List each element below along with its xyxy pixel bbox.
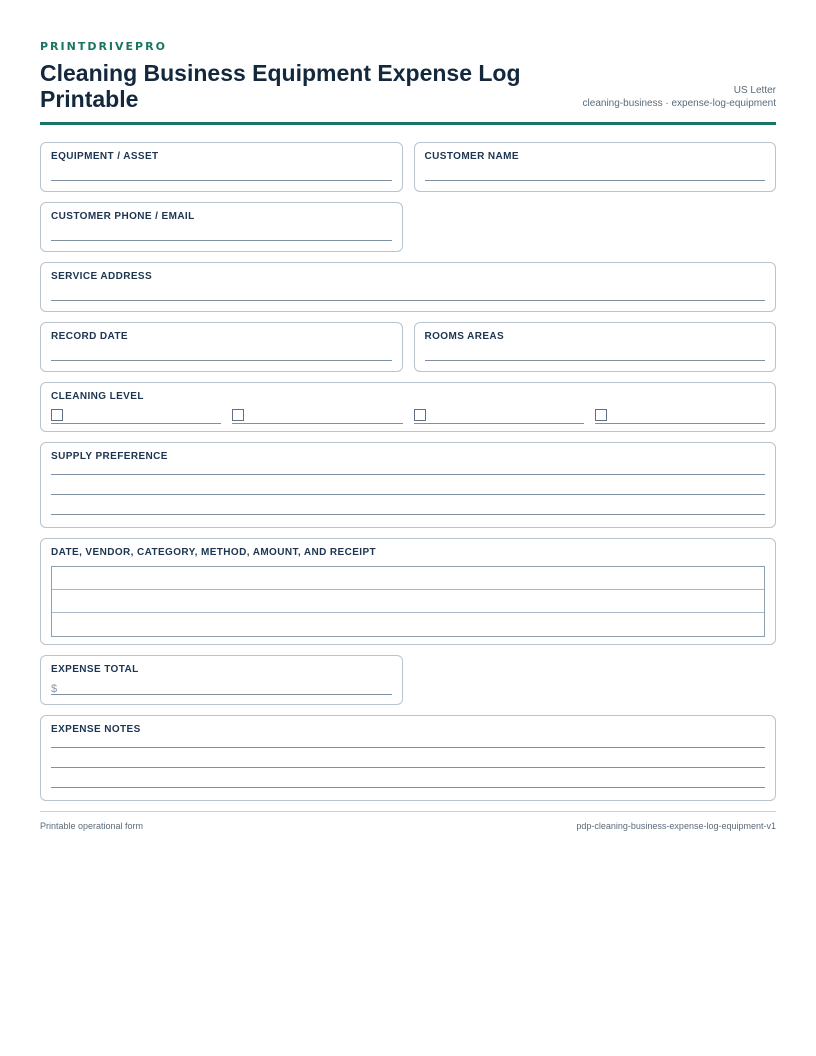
equipment-asset-input[interactable] (51, 163, 392, 181)
expense-notes-label: EXPENSE NOTES (51, 724, 141, 735)
checkbox-icon[interactable] (414, 409, 426, 421)
supply-preference-label: SUPPLY PREFERENCE (51, 451, 168, 462)
table-row[interactable] (52, 613, 764, 636)
cleaning-level-option[interactable] (232, 408, 402, 424)
cleaning-level-option[interactable] (414, 408, 584, 424)
record-date-field (40, 322, 403, 372)
service-address-label: SERVICE ADDRESS (51, 271, 153, 282)
cleaning-level-options (51, 408, 765, 424)
page-title: Cleaning Business Equipment Expense Log Printable (40, 60, 521, 112)
brand-logo: PRINTDRIVEPRO (40, 40, 167, 53)
page-header (40, 54, 776, 125)
service-address-input[interactable] (51, 283, 765, 301)
paper-size: US Letter (733, 85, 776, 96)
expense-table-field (40, 538, 776, 645)
supply-preference-line[interactable] (51, 495, 765, 515)
cleaning-level-field (40, 382, 776, 432)
page-meta (583, 84, 776, 112)
cleaning-level-label: CLEANING LEVEL (51, 391, 144, 402)
form-fields (40, 142, 776, 801)
expense-notes-field (40, 715, 776, 801)
footer-left: Printable operational form (40, 821, 144, 831)
rooms-areas-field (414, 322, 777, 372)
equipment-asset-field (40, 142, 403, 192)
expense-notes-line[interactable] (51, 768, 765, 788)
checkbox-icon[interactable] (51, 409, 63, 421)
cleaning-level-option[interactable] (51, 408, 221, 424)
customer-contact-input[interactable] (51, 223, 392, 241)
customer-contact-field (40, 202, 403, 252)
supply-preference-line[interactable] (51, 463, 765, 475)
footer-right: pdp-cleaning-business-expense-log-equipment-v1 (576, 821, 776, 831)
supply-preference-line[interactable] (51, 475, 765, 495)
customer-contact-label: CUSTOMER PHONE / EMAIL (51, 211, 195, 222)
record-date-label: RECORD DATE (51, 331, 128, 342)
expense-total-field (40, 655, 403, 705)
expense-total-label: EXPENSE TOTAL (51, 664, 139, 675)
customer-name-field (414, 142, 777, 192)
expense-table (51, 566, 765, 637)
checkbox-icon[interactable] (595, 409, 607, 421)
equipment-asset-label: EQUIPMENT / ASSET (51, 151, 159, 162)
expense-table-label: DATE, VENDOR, CATEGORY, METHOD, AMOUNT, AND RECEIPT (51, 547, 377, 558)
table-row[interactable] (52, 567, 764, 590)
cleaning-level-option[interactable] (595, 408, 765, 424)
expense-notes-line[interactable] (51, 736, 765, 748)
form-page (40, 0, 776, 831)
customer-name-label: CUSTOMER NAME (424, 151, 519, 162)
customer-name-input[interactable] (425, 163, 766, 181)
supply-preference-field (40, 442, 776, 528)
table-row[interactable] (52, 590, 764, 613)
rooms-areas-input[interactable] (425, 343, 766, 361)
checkbox-icon[interactable] (232, 409, 244, 421)
expense-notes-line[interactable] (51, 748, 765, 768)
service-address-field (40, 262, 776, 312)
currency-symbol: $ (51, 683, 58, 695)
rooms-areas-label: ROOMS AREAS (424, 331, 505, 342)
expense-total-input[interactable] (51, 676, 392, 695)
page-footer (40, 811, 776, 831)
document-tags: cleaning-business · expense-log-equipment (582, 98, 776, 109)
record-date-input[interactable] (51, 343, 392, 361)
